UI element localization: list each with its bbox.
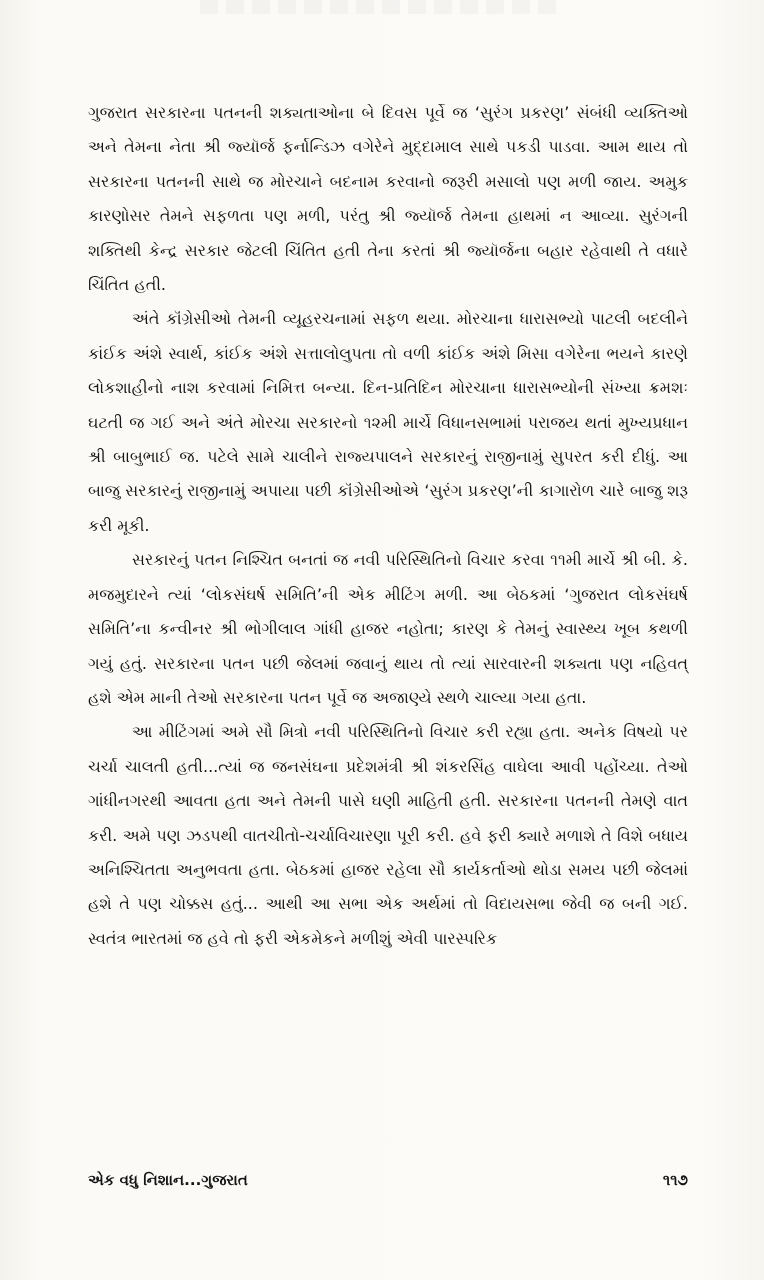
body-text [88,96,688,956]
paragraph-3: સરકારનું પતન નિશ્ચિત બનતાં જ નવી પરિસ્થિતિનો વિચાર કરવા ૧૧મી માર્ચે શ્રી બી. કે. મજમુદારને ત્યાં ‘લોકસંઘર્ષ સમિતિ’ની એક મીટિંગ મળી. આ બેઠકમાં ‘ગુજરાત લોકસંઘર્ષ સમિતિ’ના કન્વીનર શ્રી ભોગીલાલ ગાંધી હાજર નહોતા; કારણ કે તેમનું સ્વાસ્થ્ય ખૂબ કથળી ગયું હતું. સરકારના પતન પછી જેલમાં જવાનું થાય તો ત્યાં સારવારની શક્યતા પણ નહિવત્ હશે એમ માની તેઓ સરકારના પતન પૂર્વે જ અજાણ્યે સ્થળે ચાલ્યા ગયા હતા. [88,550,688,707]
page-footer [88,1168,688,1192]
show-through-bleed [200,0,560,14]
paragraph-2: અંતે કૉંગ્રેસીઓ તેમની વ્યૂહરચનામાં સફળ થયા. મોરચાના ધારાસભ્યો પાટલી બદલીને કાંઈક અંશે સ્વાર્થ, કાંઈક અંશે સત્તાલોલુપતા તો વળી કાંઈક અંશે મિસા વગેરેના ભયને કારણે લોકશાહીનો નાશ કરવામાં નિમિત્ત બન્યા. દિન-પ્રતિદિન મોરચાના ધારાસભ્યોની સંખ્યા ક્રમશઃ ઘટતી જ ગઈ અને અંતે મોરચા સરકારનો ૧૨મી માર્ચે વિધાનસભામાં પરાજય થતાં મુખ્યપ્રધાન શ્રી બાબુભાઈ જ. પટેલે સામે ચાલીને રાજ્યપાલને સરકારનું રાજીનામું સુપરત કરી દીધું. આ બાજુ સરકારનું રાજીનામું અપાયા પછી કૉંગ્રેસીઓએ ‘સુરંગ પ્રકરણ’ની કાગારોળ ચારે બાજુ શરૂ કરી મૂકી. [88,309,688,535]
paragraph-1: ગુજરાત સરકારના પતનની શક્યતાઓના બે દિવસ પૂર્વે જ ‘સુરંગ પ્રકરણ’ સંબંધી વ્યક્તિઓ અને તેમના નેતા શ્રી જ્યૉર્જ ફર્નાન્ડિઝ વગેરેને મુદ્દામાલ સાથે પકડી પાડવા. આમ થાય તો સરકારના પતનની સાથે જ મોરચાને બદનામ કરવાનો જરૂરી મસાલો પણ મળી જાય. અમુક કારણોસર તેમને સફળતા પણ મળી, પરંતુ શ્રી જ્યૉર્જ તેમના હાથમાં ન આવ્યા. સુરંગની શક્તિથી કેન્દ્ર સરકાર જેટલી ચિંતિત હતી તેના કરતાં શ્રી જ્યૉર્જના બહાર રહેવાથી તે વધારે ચિંતિત હતી. [88,103,688,295]
running-title: એક વધુ નિશાન...ગુજરાત [88,1171,248,1189]
paragraph-4: આ મીટિંગમાં અમે સૌ મિત્રો નવી પરિસ્થિતિનો વિચાર કરી રહ્યા હતા. અનેક વિષયો પર ચર્ચા ચાલતી હતી...ત્યાં જ જનસંઘના પ્રદેશમંત્રી શ્રી શંકરસિંહ વાઘેલા આવી પહોંચ્યા. તેઓ ગાંધીનગરથી આવતા હતા અને તેમની પાસે ઘણી માહિતી હતી. સરકારના પતનની તેમણે વાત કરી. અમે પણ ઝડપથી વાતચીતો-ચર્ચાવિચારણા પૂરી કરી. હવે ફરી ક્યારે મળાશે તે વિશે બધાય અનિશ્ચિતતા અનુભવતા હતા. બેઠકમાં હાજર રહેલા સૌ કાર્યકર્તાઓ થોડા સમય પછી જેલમાં હશે તે પણ ચોક્કસ હતું... આથી આ સભા એક અર્થમાં તો વિદાયસભા જેવી જ બની ગઈ. સ્વતંત્ર ભારતમાં જ હવે તો ફરી એકમેકને મળીશું એવી પારસ્પરિક [88,722,688,948]
page-number: ૧૧૭ [662,1171,688,1189]
